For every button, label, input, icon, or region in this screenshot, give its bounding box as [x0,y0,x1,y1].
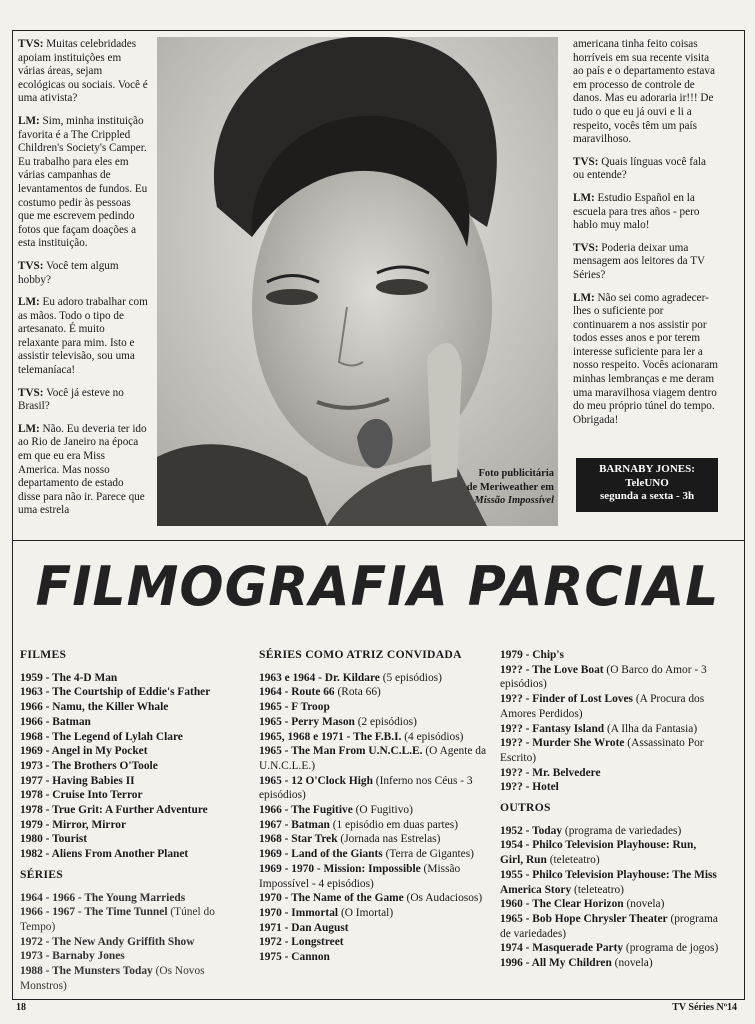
magazine-issue: TV Séries Nº14 [672,1002,737,1013]
entry-title: 1966 - 1967 - The Time Tunnel [20,906,168,919]
entry-title: 1966 - Namu, the Killer Whale [20,701,169,714]
entry-title: 1955 - Philco Television Playhouse: The Miss America Story [500,868,717,896]
entry-note: (5 episódios) [379,671,442,684]
entry-note: (Inferno nos Céus - 3 episódios) [259,774,473,802]
portrait-photo [157,37,558,526]
photo-caption [438,467,554,508]
interview-text: Sim, minha instituição favorita é a The Crippled Children's Society's Camper. Eu trabalho para eles em várias campanhas de levantamentos de fundos. Eu costumo pedir às pessoas que me escrevem pedindo fotos que façam doações a esta instituição. [18,114,148,250]
entry-title: 1982 - Aliens From Another Planet [20,848,189,861]
caption-line: Foto publicitária [478,468,554,479]
entry-title: 1965 - Perry Mason [259,715,355,728]
broadcast-info-box [576,458,718,512]
entry-title: 19?? - Fantasy Island [500,722,605,735]
filmography-column-left [20,648,248,993]
entry-note: (1 episódio em duas partes) [329,818,458,831]
filmography-entry [259,685,490,700]
entry-title: 1996 - All My Children [500,957,612,970]
entry-note: (teleteatro) [571,883,624,896]
entry-note: (Jornada nas Estrelas) [337,833,441,846]
entry-note: (programa de jogos) [623,942,719,955]
entry-title: 1970 - Immortal [259,906,339,919]
entry-title: 1965 - F Troop [259,701,330,714]
entry-title: 1959 - The 4-D Man [20,671,118,684]
page-number: 18 [16,1002,26,1013]
entry-note: (novela) [623,898,665,911]
interview-text: Muitas celebridades apoiam instituições em várias áreas, sejam ecológicas ou sociais. Você é uma ativista? [18,38,148,105]
filmography-entry [259,921,490,936]
filmography-entry [500,956,720,971]
interview-text: Você tem algum hobby? [18,259,119,286]
entry-note: (O Fugitivo) [352,804,413,817]
entry-title: 1978 - Cruise Into Terror [20,789,143,802]
entry-title: 1967 - Batman [259,818,330,831]
entry-title: 1971 - Dan August [259,921,349,934]
entry-title: 1965 - The Man From U.N.C.L.E. [259,745,423,758]
interview-text: Não sei como agradecer-lhes o suficiente por continuarem a nos assistir por todos esses anos e por terem interesse suficiente para ler a nosso respeito. Vocês acionaram minhas lembranças e me deram uma maravilhosa viagem dentro do meu próprio túnel do tempo. Obrigada! [573,291,718,426]
entry-title: 1960 - The Clear Horizon [500,898,624,911]
interview-text: Você já esteve no Brasil? [18,386,124,413]
filmography-entry [259,950,490,965]
entry-note: (Assassinato Por Escrito) [500,737,704,764]
filmography-entry [20,847,248,862]
promo-schedule: segunda a sexta - 3h [599,490,695,502]
promo-title: BARNABY JONES: [599,463,695,475]
filmography-entry [500,824,720,839]
filmography-entry [20,700,248,715]
interview-paragraph [573,38,719,147]
outros-heading: OUTROS [500,801,551,815]
entry-title: 1966 - Batman [20,715,91,728]
section-title: FILMOGRAFIA PARCIAL [35,555,720,619]
filmography-entry [259,862,490,891]
filmography-entry [259,730,490,745]
entry-note: (2 episódios) [354,715,417,728]
entry-title: 1968 - The Legend of Lylah Clare [20,730,183,743]
series-heading: SÉRIES [20,867,64,881]
filmography-entry [500,941,720,956]
entry-note: (A Procura dos Amores Perdidos) [500,693,705,720]
filmography-entry [500,692,720,721]
interview-paragraph [18,260,148,287]
entry-title: 1954 - Philco Television Playhouse: Run, Girl, Run [500,839,697,867]
entry-title: 1968 - Star Trek [259,833,338,846]
entry-title: 19?? - The Love Boat [500,663,604,676]
filmography-entry [500,868,720,897]
entry-title: 1966 - The Fugitive [259,804,353,817]
filmography-entry [500,897,720,912]
filmography-column-right [500,648,720,971]
filmography-entry [20,964,248,993]
entry-title: 1969 - Land of the Giants [259,848,383,861]
filmography-entry [259,818,490,833]
interview-text: Estudio Español en la escuela para tres años - pero hablo muy malo! [573,191,700,232]
entry-title: 19?? - Mr. Belvedere [500,766,601,779]
entry-title: 1963 - The Courtship of Eddie's Father [20,686,211,699]
entry-title: 1969 - Angel in My Pocket [20,745,148,758]
entry-title: 19?? - Finder of Lost Loves [500,693,633,706]
filmography-entry [20,935,248,950]
entry-title: 1965 - Bob Hope Chrysler Theater [500,912,668,925]
interview-paragraph [18,387,148,414]
speaker-label: TVS: [18,38,44,50]
interview-text: Não. Eu deveria ter ido ao Rio de Janeiro na época em que eu era Miss America. Mas nosso departamento de estado disse para não ir. Parece que uma estrela [18,422,147,517]
filmography-entry [20,715,248,730]
entry-note: (novela) [611,957,653,970]
entry-title: 1963 e 1964 - Dr. Kildare [259,671,380,684]
entry-note: (Terra de Gigantes) [382,848,474,861]
entry-title: 1972 - Longstreet [259,936,344,949]
section-divider [12,540,745,541]
entry-note: (O Agente da U.N.C.L.E.) [259,745,487,772]
guest-series-heading: SÉRIES COMO ATRIZ CONVIDADA [259,648,462,661]
entry-note: (teleteatro) [546,854,600,867]
interview-paragraph [573,242,719,283]
filmography-entry [20,818,248,833]
interview-paragraph [18,423,148,518]
filmography-entry [20,891,248,906]
filmography-entry [20,905,248,934]
entry-title: 1977 - Having Babies II [20,774,135,787]
caption-line: Missão Impossível [474,495,554,506]
interview-paragraph [18,115,148,251]
filmography-column-middle [259,648,490,965]
entry-title: 1988 - The Munsters Today [20,965,153,978]
caption-line: de Meriweather em [466,481,554,493]
filmography-entry [259,832,490,847]
entry-note: (programa de variedades) [562,824,682,837]
entry-note: (Missão Impossível - 4 episódios) [259,862,461,890]
interview-paragraph [573,292,719,428]
filmography-entry [20,730,248,745]
entry-note: (programa de variedades) [500,912,718,940]
filmography-entry [259,700,490,715]
entry-note: (O Imortal) [338,906,394,919]
entry-note: (4 episódios) [401,730,464,743]
entry-note: (Rota 66) [334,686,381,699]
filmography-entry [500,838,720,867]
filmography-entry [20,759,248,774]
filmography-entry [259,715,490,730]
filmography-entry [20,774,248,789]
entry-note: (Túnel do Tempo) [20,906,215,933]
entry-title: 1978 - True Grit: A Further Adventure [20,804,208,817]
filmography-entry [259,803,490,818]
speaker-label: LM: [18,296,40,309]
entry-title: 1973 - Barnaby Jones [20,950,125,963]
filmography-entry [20,788,248,803]
filmography-entry [20,744,248,759]
speaker-label: LM: [18,114,40,127]
filmes-heading: FILMES [20,648,67,661]
interview-text: Poderia deixar uma mensagem aos leitores da TV Séries? [573,241,705,281]
entry-title: 1980 - Tourist [20,833,88,846]
filmography-entry [259,935,490,950]
filmography-entry [259,906,490,921]
filmography-entry [500,736,720,765]
filmography-entry [500,780,720,795]
filmography-entry [259,774,490,803]
speaker-label: TVS: [18,259,44,272]
filmography-entry [20,685,248,700]
filmography-entry [500,648,720,663]
interview-text: Quais línguas você fala ou entende? [573,155,706,182]
entry-note: (O Barco do Amor - 3 episódios) [500,663,707,691]
interview-text: Eu adoro trabalhar com as mãos. Todo o tipo de artesanato. É muito relaxante para mim. Isto e assistir televisão, sou uma telemaníaca! [18,296,148,377]
filmography-entry [500,663,720,692]
entry-note: (A Ilha da Fantasia) [604,722,698,735]
filmography-entry [500,766,720,781]
speaker-label: LM: [573,191,595,204]
filmography-entry [20,832,248,847]
interview-paragraph [573,156,719,183]
interview-paragraph [18,296,148,378]
entry-title: 1952 - Today [500,824,563,837]
speaker-label: LM: [573,291,595,304]
entry-title: 1973 - The Brothers O'Toole [20,759,158,772]
filmography-entry [259,847,490,862]
interview-column-left [18,38,148,527]
entry-title: 1974 - Masquerade Party [500,942,624,955]
entry-title: 1965, 1968 e 1971 - The F.B.I. [259,730,402,743]
entry-title: 1975 - Cannon [259,951,330,964]
speaker-label: TVS: [573,155,599,168]
entry-note: (Os Audaciosos) [403,892,483,905]
interview-column-right [573,38,719,436]
interview-text: americana tinha feito coisas horríveis em sua recente visita ao país e o departamento estava em processo de controle de danos. Mas eu adoraria ir!!! De tudo o que eu já ouvi e li a respeito, vocês têm um país maravilhoso. [573,38,715,146]
filmography-entry [20,671,248,686]
filmography-entry [259,891,490,906]
filmography-entry [259,744,490,773]
entry-title: 19?? - Hotel [500,781,559,794]
speaker-label: TVS: [573,241,599,254]
speaker-label: TVS: [18,386,44,399]
interview-paragraph [18,38,148,106]
entry-title: 1964 - 1966 - The Young Marrieds [20,891,186,904]
speaker-label: LM: [18,422,40,435]
promo-channel: TeleUNO [625,476,669,489]
filmography-entry [259,671,490,686]
entry-title: 1979 - Mirror, Mirror [20,818,127,831]
entry-title: 1979 - Chip's [500,649,564,661]
filmography-entry [20,949,248,964]
filmography-entry [20,803,248,818]
entry-title: 1965 - 12 O'Clock High [259,774,373,787]
filmography-entry [500,722,720,737]
interview-paragraph [573,192,719,233]
filmography-entry [500,912,720,941]
entry-title: 1969 - 1970 - Mission: Impossible [259,862,421,875]
entry-note: (Os Novos Monstros) [20,965,205,992]
entry-title: 19?? - Murder She Wrote [500,737,625,750]
entry-title: 1970 - The Name of the Game [259,892,404,905]
entry-title: 1972 - The New Andy Griffith Show [20,935,195,948]
entry-title: 1964 - Route 66 [259,686,335,699]
